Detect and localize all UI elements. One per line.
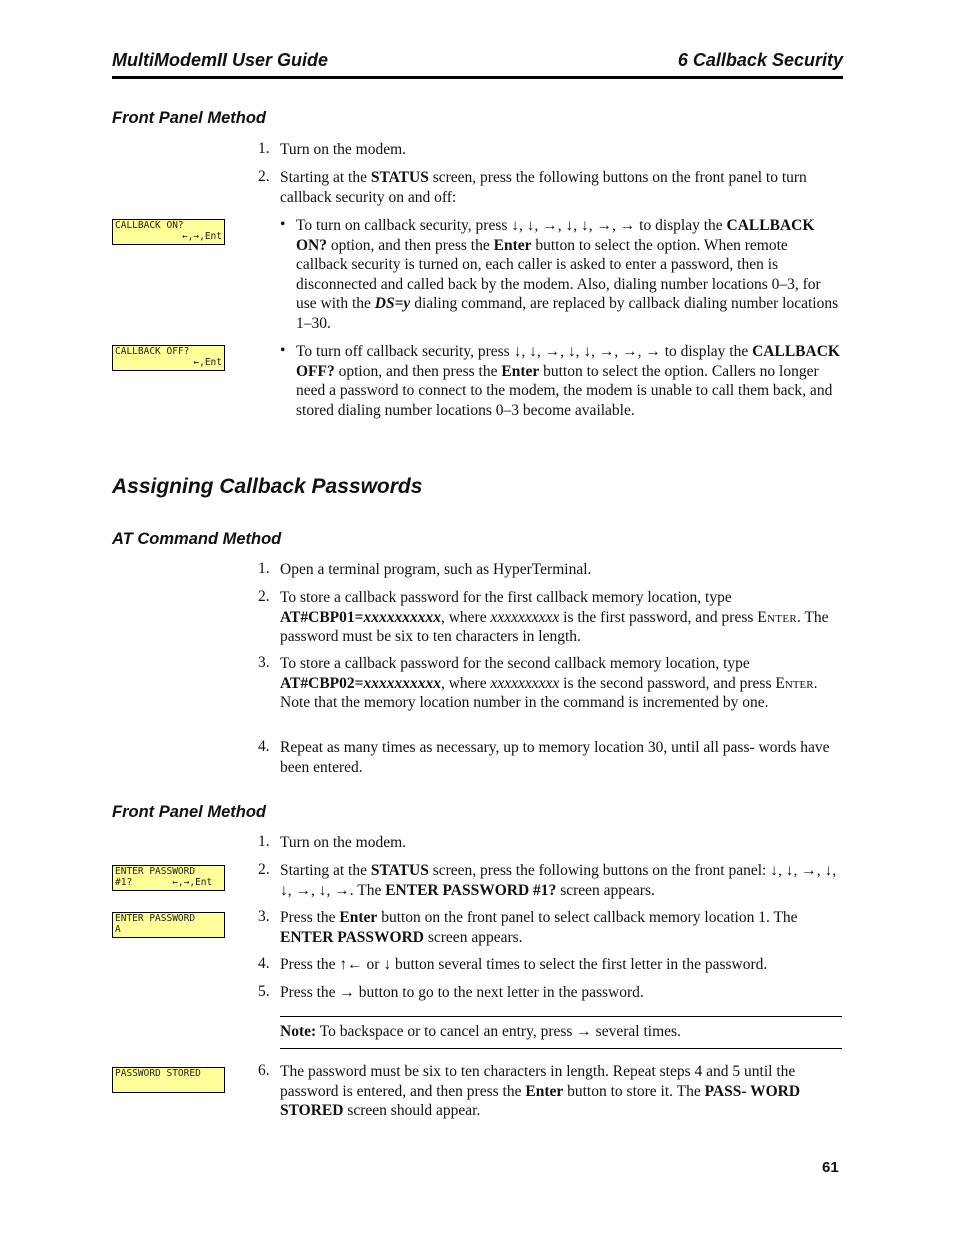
step-text: Repeat as many times as necessary, up to memory location 30, until all pass- words have been entered. xyxy=(280,739,830,776)
step-text: Press the → button to go to the next letter in the password. xyxy=(280,984,644,1001)
step-text: To store a callback password for the second callback memory location, type AT#CBP02=xxxxxxxxxx, where xxxxxxxxxx is the second password, and press Enter. Note that the memory location number in the command is incremented by one. xyxy=(280,655,818,711)
lcd-enter-password-1: ENTER PASSWORD #1? ←,→,Ent xyxy=(112,865,225,891)
lcd-enter-password-2: ENTER PASSWORD A xyxy=(112,912,225,938)
step-text: Starting at the STATUS screen, press the following buttons on the front panel to turn callback security on and off: xyxy=(280,169,807,206)
step-text: Turn on the modem. xyxy=(280,141,407,158)
bullet-icon: • xyxy=(280,342,286,359)
step-number: 1. xyxy=(258,140,270,157)
step-text: Press the Enter button on the front panel to select callback memory location 1. The ENTER PASSWORD screen appears. xyxy=(280,909,798,946)
bullet-callback-on: To turn on callback security, press ↓, ↓, →, ↓, ↓, →, → to display the CALLBACK ON? option, and then press the Enter button to select the option. When remote callback security is turned on, each caller is asked to enter a password, then is disconnected and called back by the modem. Also, dialing number locations 0–3, for use with the DS=y dialing command, are replaced by callback dialing number locations 1–30. xyxy=(296,217,839,332)
note-rule-bottom xyxy=(280,1048,842,1049)
note-rule-top xyxy=(280,1016,842,1017)
lcd-callback-on: CALLBACK ON? ←,→,Ent xyxy=(112,219,225,245)
lcd-password-stored: PASSWORD STORED xyxy=(112,1067,225,1093)
running-header xyxy=(112,50,843,79)
step-number: 2. xyxy=(258,168,270,185)
step-text: Starting at the STATUS screen, press the following buttons on the front panel: ↓, ↓, →, ↓, ↓, →, ↓, →. The ENTER PASSWORD #1? screen appears. xyxy=(280,862,837,899)
bullet-icon: • xyxy=(280,216,286,233)
bullet-callback-off: To turn off callback security, press ↓, ↓, →, ↓, ↓, →, →, → to display the CALLBACK OFF? option, and then press the Enter button to select the option. Callers no longer need a password to connect to the modem, the modem is unable to call them back, and stored dialing number locations 0–3 become available. xyxy=(296,343,840,419)
step-number: 4. xyxy=(258,955,270,972)
step-number: 1. xyxy=(258,833,270,850)
section-heading-front-panel-1: Front Panel Method xyxy=(112,109,266,127)
step-number: 4. xyxy=(258,738,270,755)
header-title: MultiModemII User Guide xyxy=(112,50,329,70)
step-number: 5. xyxy=(258,983,270,1000)
step-text: Press the ↑← or ↓ button several times to select the first letter in the password. xyxy=(280,956,768,973)
step-number: 1. xyxy=(258,560,270,577)
header-chapter: 6 Callback Security xyxy=(677,50,843,70)
note: Note: To backspace or to cancel an entry, press → several times. xyxy=(280,1023,681,1040)
step-number: 3. xyxy=(258,654,270,671)
section-heading-at-command: AT Command Method xyxy=(112,530,282,548)
step-number: 2. xyxy=(258,861,270,878)
section-heading-front-panel-2: Front Panel Method xyxy=(112,803,266,821)
step-number: 2. xyxy=(258,588,270,605)
step-text: To store a callback password for the first callback memory location, type AT#CBP01=xxxxxxxxxx, where xxxxxxxxxx is the first password, and press Enter. The password must be six to ten characters in length. xyxy=(280,589,829,645)
step-text: Turn on the modem. xyxy=(280,834,407,851)
step-number: 6. xyxy=(258,1062,270,1079)
step-text: Open a terminal program, such as HyperTerminal. xyxy=(280,561,592,578)
step-number: 3. xyxy=(258,908,270,925)
step-text: The password must be six to ten characters in length. Repeat steps 4 and 5 until the password is entered, and then press the Enter button to store it. The PASS- WORD STORED screen should appear. xyxy=(280,1063,801,1119)
section-heading-assigning-passwords: Assigning Callback Passwords xyxy=(112,475,423,498)
lcd-callback-off: CALLBACK OFF? ←,Ent xyxy=(112,345,225,371)
page-number: 61 xyxy=(822,1159,839,1176)
